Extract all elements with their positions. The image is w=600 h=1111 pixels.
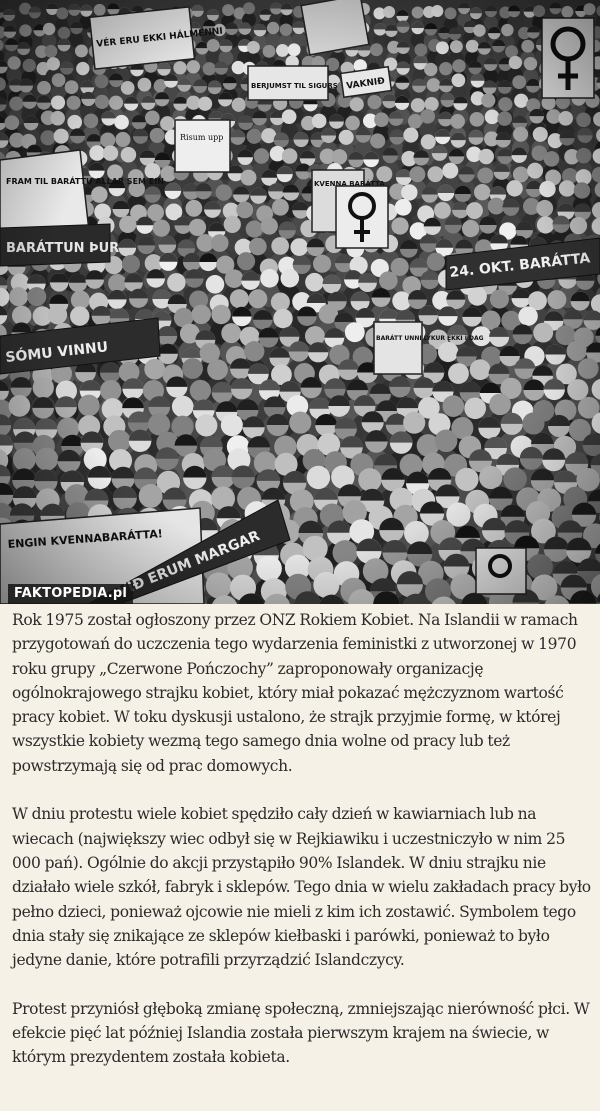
article-text (0, 604, 600, 1111)
faktopedia-watermark: FAKTOPEDIA.pl (8, 584, 133, 604)
paragraph-1: Rok 1975 został ogłoszony przez ONZ Rokiem Kobiet. Na Islandii w ramach przygotowań do uczczenia tego wydarzenia feministki z utworzonej w 1970 roku grupy „Czerwone Pończochy” zaproponowały organizację ogólnokrajowego strajku kobiet, który miał pokazać mężczyznom wartość pracy kobiet. W toku dyskusji ustalono, że strajk przyjmie formę, w której wszystkie kobiety wezmą tego samego dnia wolne od pracy lub też powstrzymają się od prac domowych. (12, 611, 578, 775)
paragraph-3: Protest przyniósł głęboką zmianę społeczną, zmniejszając nierówność płci. W efekcie pięć lat później Islandia została pierwszym krajem na świecie, w którym prezydentem została kobieta. (12, 999, 590, 1067)
paragraph-2: W dniu protestu wiele kobiet spędziło cały dzień w kawiarniach lub na wiecach (największy wiec odbył się w Rejkiawiku i uczestniczyło w nim 25 000 pań). Ogólnie do akcji przystąpiło 90% Islandek. W dniu strajku nie działało wiele szkół, fabryk i sklepów. Tego dnia w wielu zakładach pracy było pełno dzieci, ponieważ ojcowie nie mieli z kim ich zostawić. Symbolem tego dnia stały się znikające ze sklepów kiełbaski i parówki, ponieważ to było jedyne danie, które potrafili przyrządzić Islandczycy. (12, 805, 591, 970)
